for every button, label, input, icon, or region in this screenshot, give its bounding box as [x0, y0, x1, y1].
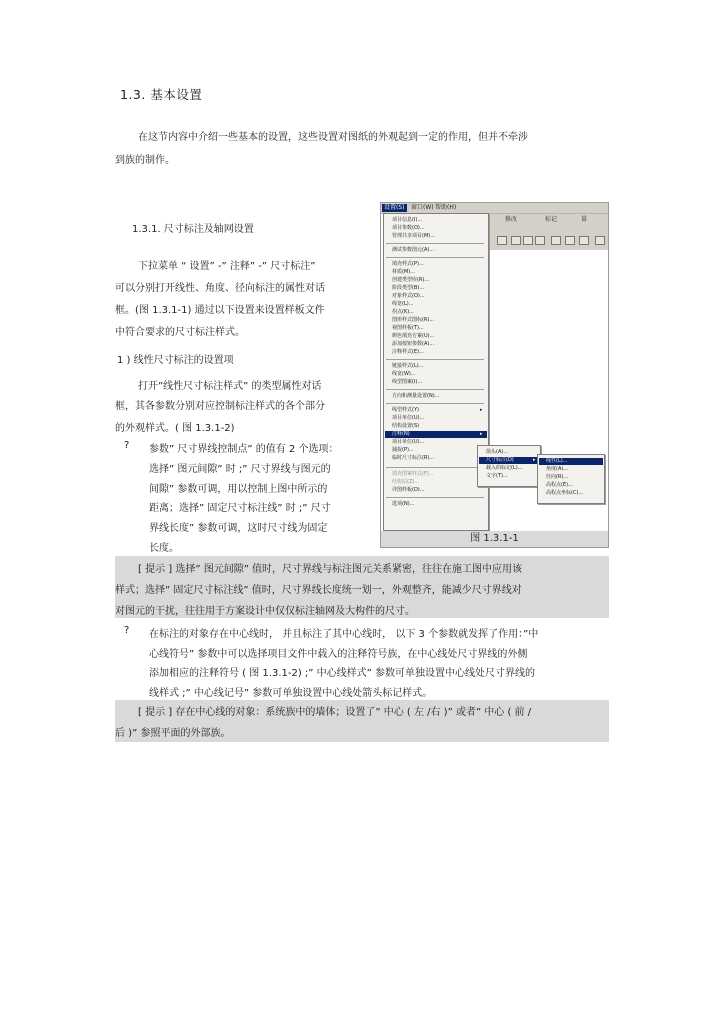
menu-item[interactable]: 拐点(K)...: [392, 309, 414, 315]
bullet2-marker: ?: [124, 625, 130, 636]
section-heading: 1.3. 基本设置: [120, 87, 203, 102]
item1-heading: 1 ) 线性尺寸标注的设置项: [117, 355, 234, 366]
menu-item[interactable]: 线宽(W)...: [392, 371, 416, 377]
submenu-item[interactable]: 箭头(A)...: [486, 449, 509, 455]
para1-line-2: 可以分别打开线性、角度、径向标注的属性对话: [115, 283, 325, 294]
menu-item[interactable]: 测试参数图元(A)...: [392, 247, 435, 253]
intro-line-2: 到族的制作。: [115, 155, 175, 166]
submenu-item[interactable]: 文字(T)...: [486, 473, 508, 479]
menu-separator: [386, 257, 484, 258]
menu-item[interactable]: 结构层(Z)...: [392, 479, 420, 485]
menu-item[interactable]: 项目单位(U)...: [392, 415, 425, 421]
menu-item[interactable]: 阶段类型(B)...: [392, 285, 425, 291]
bullet2-line-2: 心线符号” 参数中可以选择项目文件中载入的注释符号族，在中心线处尺寸界线的外侧: [149, 649, 528, 660]
para2-line-1: 打开”线性尺寸标注样式” 的类型属性对话: [138, 381, 322, 392]
submenu-item[interactable]: 角度(A)...: [546, 466, 569, 472]
menu-item[interactable]: 项目单位(U)...: [392, 439, 425, 445]
menu-separator: [386, 389, 484, 390]
intro-line-1: 在这节内容中介绍一些基本的设置，这些设置对图纸的外观起到一定的作用，但并不牵涉: [138, 132, 528, 143]
menu-item[interactable]: 填充样式(P)...: [392, 261, 424, 267]
tip1-line-2: 样式；选择” 固定尺寸标注线” 值时，尺寸界线长度统一划一，外观整齐，能减少尺寸界线对: [115, 585, 522, 596]
toolbar-tag-label[interactable]: 标记: [545, 216, 558, 223]
menu-item[interactable]: 图形样式图标(R)...: [392, 317, 435, 323]
toolbar: [489, 214, 608, 250]
menu-item[interactable]: 颜色填充方案(U)...: [392, 333, 435, 339]
submenu-arrow-icon: ▸: [533, 457, 536, 463]
toolbar-button-icon[interactable]: [551, 236, 561, 245]
menu-item[interactable]: 视图样板(T)...: [392, 325, 424, 331]
menu-item[interactable]: 选项(N)...: [392, 501, 415, 507]
menu-item[interactable]: 添加按钮参数(A)...: [392, 341, 435, 347]
bullet1-line-4: 距离；选择” 固定尺寸标注线” 时 ;” 尺寸: [149, 503, 331, 514]
submenu-arrow-icon: ▸: [480, 407, 483, 413]
menu-item-annotation[interactable]: 注释(N): [385, 431, 487, 438]
submenu-item[interactable]: 高程点(E)...: [546, 482, 573, 488]
menu-item[interactable]: 对象样式(O)...: [392, 293, 425, 299]
toolbar-button-icon[interactable]: [511, 236, 521, 245]
menu-separator: [386, 467, 484, 468]
para1-line-1: 下拉菜单 “ 设置” -” 注释” -” 尺寸标注”: [138, 261, 316, 272]
tip2-line-2: 后 )” 参照平面的外部族。: [115, 728, 231, 739]
annotation-submenu: [477, 445, 541, 487]
menu-item[interactable]: 线宽(L)...: [392, 301, 414, 307]
bullet1-line-6: 长度。: [149, 543, 179, 554]
submenu-item-dimension[interactable]: 尺寸标注(D): [479, 457, 539, 464]
menu-settings[interactable]: 设置(S): [384, 204, 405, 211]
menu-item[interactable]: 详图样板(D)...: [392, 487, 425, 493]
para1-line-3: 框。(图 1.3.1-1) 通过以下设置来设置样板文件: [115, 305, 325, 316]
para1-line-4: 中符合要求的尺寸标注样式。: [115, 327, 245, 338]
menu-item[interactable]: 捕捉(P)...: [392, 447, 414, 453]
toolbar-modify-label[interactable]: 修改: [505, 216, 518, 223]
subsection-heading: 1.3.1. 尺寸标注及轴网设置: [132, 224, 254, 235]
menu-item[interactable]: 项目参数(O)...: [392, 225, 425, 231]
bullet1-line-2: 选择” 图元间隙” 时 ;” 尺寸界线与图元的: [149, 464, 331, 475]
toolbar-measure-label[interactable]: 量: [581, 216, 588, 223]
menu-item[interactable]: 创建类型库(R)...: [392, 277, 430, 283]
tip1-line-1: [ 提示 ] 选择” 图元间隙” 值时，尺寸界线与标注图元关系紧密，往往在施工图中应用该: [138, 564, 523, 575]
menu-item[interactable]: 填充图案样式(F)...: [392, 471, 434, 477]
menu-item[interactable]: 链接样式(L)...: [392, 363, 424, 369]
menu-window[interactable]: 窗口(W): [411, 204, 434, 211]
bullet1-line-1: 参数” 尺寸界线控制点” 的值有 2 个选项：: [149, 444, 339, 455]
submenu-item-linear[interactable]: 线性(L)...: [539, 458, 603, 465]
toolbar-button-icon[interactable]: [523, 236, 533, 245]
bullet1-line-3: 间隙” 参数可调，用以控制上图中所示的: [149, 484, 328, 495]
menu-item[interactable]: 项目信息(I)...: [392, 217, 423, 223]
menu-item[interactable]: 线型图案(I)...: [392, 379, 423, 385]
toolbar-button-icon[interactable]: [565, 236, 575, 245]
figure-caption: 图 1.3.1-1: [381, 531, 608, 547]
bullet1-line-5: 界线长度” 参数可调，这时尺寸线为固定: [149, 523, 328, 534]
menu-help[interactable]: 帮助(H): [435, 204, 457, 211]
bullet2-line-4: 线样式 ;” 中心线记号” 参数可单独设置中心线处箭头标记样式。: [149, 688, 433, 699]
para2-line-2: 框，其各参数分别对应控制标注样式的各个部分: [115, 401, 325, 412]
submenu-arrow-icon: ▸: [480, 431, 483, 437]
figure-settings-menu-screenshot: [380, 202, 609, 548]
menu-item[interactable]: 结构设置(S): [392, 423, 420, 429]
submenu-item[interactable]: 高程点坐标(C)...: [546, 490, 584, 496]
menu-separator: [386, 403, 484, 404]
toolbar-button-icon[interactable]: [497, 236, 507, 245]
menu-item[interactable]: 管理共享项目(M)...: [392, 233, 435, 239]
toolbar-button-icon[interactable]: [579, 236, 589, 245]
submenu-item[interactable]: 径向(R)...: [546, 474, 569, 480]
toolbar-button-icon[interactable]: [595, 236, 605, 245]
dimension-submenu: [537, 454, 605, 504]
bullet2-line-3: 添加相应的注释符号 ( 图 1.3.1-2) ;” 中心线样式” 参数可单独设置中心线处尺寸界线的: [149, 668, 536, 679]
menu-item[interactable]: 临时尺寸标注(R)...: [392, 455, 435, 461]
menu-item[interactable]: 线型样式(Y): [392, 407, 419, 413]
bullet1-marker: ?: [124, 440, 130, 451]
toolbar-button-icon[interactable]: [535, 236, 545, 245]
menu-item[interactable]: 方向和测量设置(N)...: [392, 393, 440, 399]
menu-separator: [386, 243, 484, 244]
menu-item[interactable]: 注释样式(E)...: [392, 349, 424, 355]
bullet2-line-1: 在标注的对象存在中心线时， 并且标注了其中心线时， 以下 3 个参数就发挥了作用：”中: [149, 629, 539, 640]
tip2-line-1: [ 提示 ] 存在中心线的对象：系统族中的墙体；设置了” 中心 ( 左 /右 )” 或者” 中心 ( 前 /: [138, 707, 532, 718]
para2-line-3: 的外观样式。( 图 1.3.1-2): [115, 423, 235, 434]
menu-separator: [386, 497, 484, 498]
tip1-line-3: 对图元的干扰，往往用于方案设计中仅仅标注轴网及大构件的尺寸。: [115, 606, 415, 617]
menu-item[interactable]: 材质(M)...: [392, 269, 415, 275]
settings-dropdown-menu: [383, 213, 489, 531]
menu-separator: [386, 359, 484, 360]
submenu-item[interactable]: 载入的标记(L)...: [486, 465, 523, 471]
